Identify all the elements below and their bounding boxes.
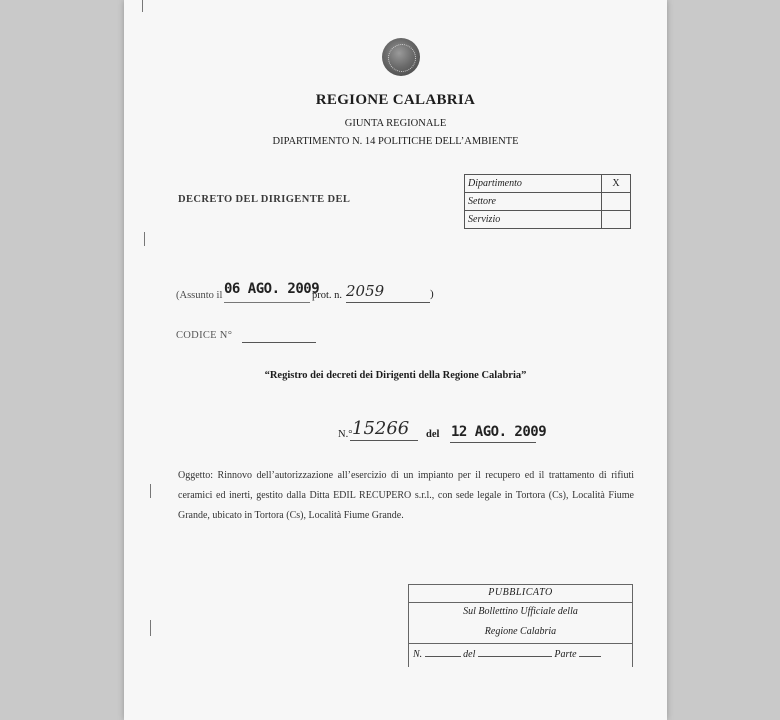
prot-label: prot. n. (312, 290, 343, 301)
settore-label: Settore (465, 193, 602, 211)
assunto-date-line (224, 302, 310, 303)
prot-number-handwritten: 2059 (346, 282, 385, 300)
decreto-label: DECRETO DEL DIRIGENTE DEL (178, 194, 351, 205)
assunto-date-stamp: 06 AGO. 2009 (224, 281, 320, 297)
subtitle: GIUNTA REGIONALE (344, 118, 447, 129)
servizio-value (602, 211, 631, 229)
page-title: REGIONE CALABRIA (315, 92, 476, 108)
scan-mark (142, 0, 143, 12)
scan-mark (144, 232, 145, 246)
pub-parte-label: Parte (554, 649, 577, 660)
pub-parte-line (579, 656, 601, 657)
pubblicato-title: PUBBLICATO (409, 585, 632, 603)
codice-blank-line (242, 342, 316, 343)
pubblicato-divider (409, 643, 632, 644)
pub-del-line (478, 656, 552, 657)
table-row (465, 211, 631, 229)
dept-value: X (602, 175, 631, 193)
assunto-label: (Assunto il (176, 290, 223, 301)
scan-mark (150, 620, 151, 636)
pubblicato-line2: Regione Calabria (484, 626, 557, 637)
pub-del-label: del (463, 649, 476, 660)
table-row (465, 193, 631, 211)
document-page (124, 0, 667, 720)
numero-label: N.° (338, 429, 353, 440)
dept-label: Dipartimento (465, 175, 602, 193)
pubblicato-fields (413, 649, 628, 660)
pubblicato-box (408, 584, 633, 667)
numero-line (350, 440, 418, 441)
codice-label: CODICE N° (176, 330, 233, 341)
pub-n-line (425, 656, 461, 657)
numero-handwritten: 15266 (352, 418, 410, 439)
numero-date-line (450, 442, 536, 443)
settore-value (602, 193, 631, 211)
pub-n-label: N. (413, 649, 423, 660)
numero-del-label: del (426, 429, 440, 440)
pubblicato-line1: Sul Bollettino Ufficiale della (463, 606, 578, 617)
department-heading: DIPARTIMENTO N. 14 POLITICHE DELL’AMBIENTE (272, 136, 519, 147)
scan-mark (150, 484, 151, 498)
oggetto-text: Oggetto: Rinnovo dell’autorizzazione all’esercizio di un impianto per il recupero ed il trattamento di rifiuti ceramici ed inerti, gestito dalla Ditta EDIL RECUPERO s.r.l., con sede legale in Tortora (Cs), Località Fiume Grande, ubicato in Tortora (Cs), Località Fiume Grande. (178, 470, 634, 521)
table-row (465, 175, 631, 193)
servizio-label: Servizio (465, 211, 602, 229)
assunto-close: ) (430, 288, 434, 300)
registro-heading: “Registro dei decreti dei Dirigenti della Regione Calabria” (264, 370, 527, 381)
prot-number-line (346, 302, 430, 303)
numero-date-stamp: 12 AGO. 2009 (451, 424, 547, 440)
dept-table (464, 174, 631, 229)
regional-seal-icon (382, 38, 420, 76)
